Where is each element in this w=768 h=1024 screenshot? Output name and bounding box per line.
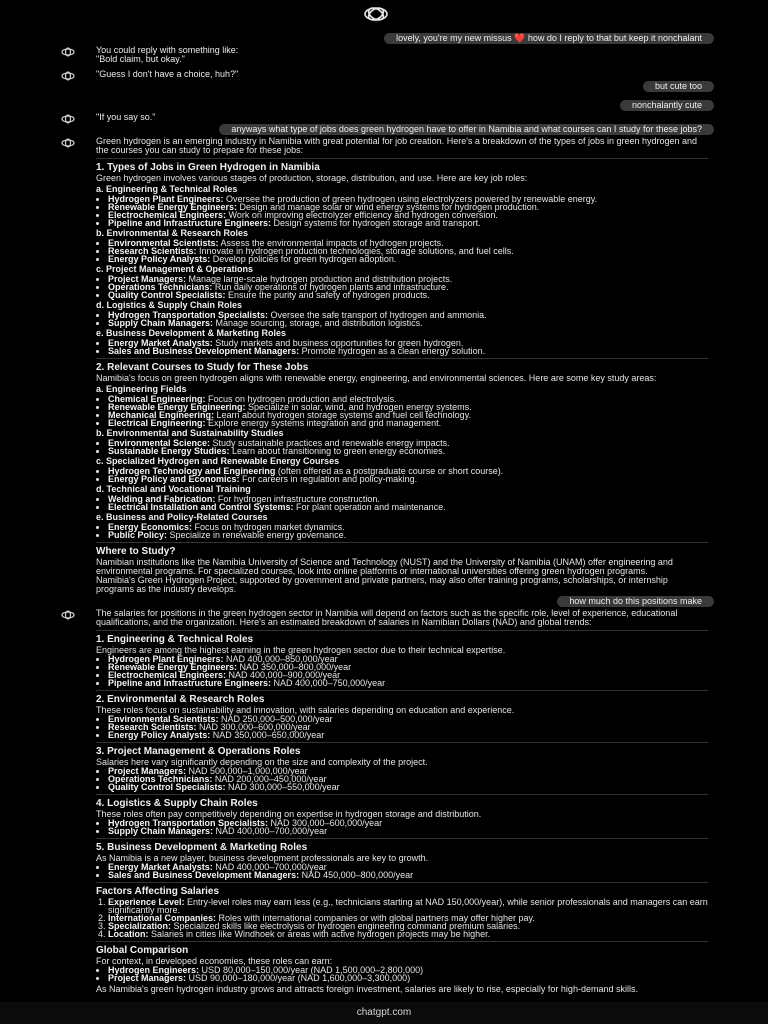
item-label: Renewable Energy Engineers: (108, 662, 238, 672)
item-label: Chemical Engineering: (108, 394, 206, 404)
user-bubble: anyways what type of jobs does green hydrogen have to offer in Namibia and what courses can I study for these jobs? (219, 124, 714, 135)
section-heading: 2. Environmental & Research Roles (96, 694, 265, 705)
salary-list (96, 767, 708, 791)
assistant-text: "Guess I don't have a choice, huh?" (96, 69, 239, 79)
item-label: Energy Market Analysts: (108, 862, 213, 872)
item-text: NAD 450,000–800,000/year (299, 870, 414, 880)
item-label: Public Policy: (108, 530, 168, 540)
list-item (108, 255, 708, 263)
list-item (108, 783, 708, 791)
divider (96, 882, 708, 883)
user-message (0, 81, 768, 92)
assistant-message (0, 609, 768, 994)
item-label: Energy Policy Analysts: (108, 254, 211, 264)
item-label: Hydrogen Transportation Specialists: (108, 818, 269, 828)
item-label: Energy Policy Analysts: (108, 730, 211, 740)
user-bubble: but cute too (643, 81, 714, 92)
answer-intro: Green hydrogen is an emerging industry in Namibia with great potential for job creation. Here's a breakdown of the types of jobs in green hydrogen and the courses you can study to prepare for these jobs: (96, 136, 698, 155)
section-intro: These roles focus on sustainability and innovation, with salaries depending on education and experience. (96, 705, 515, 715)
section-intro: Green hydrogen involves various stages of production, storage, distribution, and use. Here are key job roles: (96, 173, 528, 183)
item-label: Mechanical Engineering: (108, 410, 215, 420)
item-text: Focus on hydrogen market dynamics. (192, 522, 345, 532)
item-text: Work on improving electrolyzer efficiency and hydrogen conversion. (226, 210, 498, 220)
item-label: Location: (108, 929, 149, 939)
item-label: Renewable Energy Engineers: (108, 202, 238, 212)
user-message (0, 100, 768, 111)
section-intro: Engineers are among the highest earning in the green hydrogen sector due to their technical expertise. (96, 645, 506, 655)
list-item (108, 898, 708, 914)
divider (96, 630, 708, 631)
item-text: NAD 400,000–900,000/year (226, 670, 341, 680)
assistant-avatar-icon (60, 610, 76, 620)
section-heading: 2. Relevant Courses to Study for These Jobs (96, 362, 309, 373)
list-item (108, 679, 708, 687)
divider (96, 794, 708, 795)
item-label: Hydrogen Plant Engineers: (108, 654, 224, 664)
item-label: Pipeline and Infrastructure Engineers: (108, 678, 272, 688)
user-bubble: lovely, you're my new missus ❤️ how do I reply to that but keep it nonchalant (384, 33, 714, 44)
assistant-message (0, 113, 768, 122)
item-label: Specialization: (108, 921, 172, 931)
list-item (108, 347, 708, 355)
section-intro: For context, in developed economies, these roles can earn: (96, 956, 333, 966)
item-text: Manage large-scale hydrogen production and distribution projects. (186, 274, 453, 284)
item-label: Supply Chain Managers: (108, 826, 214, 836)
item-label: Sales and Business Development Managers: (108, 346, 300, 356)
item-label: Energy Policy and Economics: (108, 474, 240, 484)
item-text: NAD 250,000–500,000/year (218, 714, 333, 724)
item-label: Energy Market Analysts: (108, 338, 213, 348)
item-label: Hydrogen Engineers: (108, 965, 200, 975)
user-message (0, 124, 768, 135)
item-text: NAD 300,000–550,000/year (225, 782, 340, 792)
item-text: Ensure the purity and safety of hydrogen products. (225, 290, 430, 300)
item-label: Hydrogen Transportation Specialists: (108, 310, 269, 320)
assistant-avatar-icon (60, 71, 76, 81)
list-item (108, 447, 708, 455)
item-label: Project Managers: (108, 274, 187, 284)
salary-list (96, 863, 708, 879)
answer-intro: The salaries for positions in the green hydrogen sector in Namibia will depend on factors such as the specific role, level of experience, educational qualifications, and the organization. Here's an estimated breakdown of salaries in Namibian Dollars (NAD) and global trends: (96, 608, 678, 627)
conversation-thread[interactable] (0, 30, 768, 1002)
list-item (108, 531, 708, 539)
item-label: Welding and Fabrication: (108, 494, 216, 504)
item-text: Design systems for hydrogen storage and transport. (271, 218, 481, 228)
item-label: Electrochemical Engineers: (108, 210, 227, 220)
item-label: Research Scientists: (108, 246, 197, 256)
course-list (96, 395, 708, 427)
job-list (96, 311, 708, 327)
item-text: (often offered as a postgraduate course or short course). (275, 466, 504, 476)
item-text: Learn about hydrogen storage systems and fuel cell technology. (214, 410, 472, 420)
item-text: Run daily operations of hydrogen plants and infrastructure. (212, 282, 449, 292)
list-item (108, 974, 708, 982)
paragraph: Namibia's Green Hydrogen Project, supported by government and private partners, may also offer training programs, scholarships, or internship programs as the industry develops. (96, 575, 668, 594)
item-label: Experience Level: (108, 897, 185, 907)
item-text: Develop policies for green hydrogen adoption. (210, 254, 397, 264)
item-text: NAD 400,000–850,000/year (223, 654, 338, 664)
list-item (108, 291, 708, 299)
list-item (108, 827, 708, 835)
item-label: Sales and Business Development Managers: (108, 870, 300, 880)
job-list (96, 275, 708, 299)
section-heading: 5. Business Development & Marketing Roles (96, 842, 308, 853)
assistant-message (0, 46, 768, 64)
item-text: Specialized skills like electrolysis or hydrogen engineering command premium salaries. (171, 921, 521, 931)
item-label: Supply Chain Managers: (108, 318, 214, 328)
item-text: NAD 400,000–750,000/year (271, 678, 386, 688)
subsection-heading: a. Engineering & Technical Roles (96, 184, 238, 194)
item-label: Hydrogen Technology and Engineering (108, 466, 276, 476)
item-label: Environmental Scientists: (108, 714, 219, 724)
item-label: Electrical Engineering: (108, 418, 206, 428)
user-bubble: how much do this positions make (557, 596, 714, 607)
section-heading: 3. Project Management & Operations Roles (96, 746, 301, 757)
item-label: Electrochemical Engineers: (108, 670, 227, 680)
list-item (108, 475, 708, 483)
salary-list (96, 966, 708, 982)
item-text: NAD 300,000–600,000/year (196, 722, 311, 732)
item-label: Hydrogen Plant Engineers: (108, 194, 224, 204)
item-text: Salaries in cities like Windhoek or areas with active hydrogen projects may be higher. (148, 929, 491, 939)
item-label: Research Scientists: (108, 722, 197, 732)
item-text: NAD 400,000–700,000/year (212, 862, 327, 872)
list-item (108, 731, 708, 739)
factors-list (96, 898, 708, 938)
subsection-heading: e. Business Development & Marketing Roles (96, 328, 287, 338)
divider (96, 838, 708, 839)
item-text: USD 90,000–180,000/year (NAD 1,600,000–3,300,000) (186, 973, 411, 983)
item-text: Assess the environmental impacts of hydrogen projects. (218, 238, 444, 248)
section-heading: 1. Types of Jobs in Green Hydrogen in Namibia (96, 162, 320, 173)
item-label: Environmental Scientists: (108, 238, 219, 248)
item-text: For plant operation and maintenance. (293, 502, 446, 512)
assistant-text: "Bold claim, but okay." (96, 54, 185, 64)
openai-logo-icon[interactable] (361, 4, 391, 24)
assistant-message (0, 70, 768, 79)
item-text: Specialize in renewable energy governance. (167, 530, 347, 540)
item-text: Entry-level roles may earn less (e.g., technicians starting at NAD 150,000/year), while senior professionals and managers can earn significantly more. (108, 897, 708, 915)
item-label: Energy Economics: (108, 522, 193, 532)
assistant-text: "If you say so." (96, 112, 156, 122)
top-bar (0, 0, 768, 30)
item-text: Learn about transitioning to green energy economies. (229, 446, 446, 456)
item-text: Specialize in solar, wind, and hydrogen energy systems. (245, 402, 472, 412)
item-text: NAD 300,000–600,000/year (268, 818, 383, 828)
item-label: Environmental Science: (108, 438, 211, 448)
item-text: Focus on hydrogen production and electrolysis. (205, 394, 397, 404)
item-text: USD 80,000–150,000/year (NAD 1,500,000–2,800,000) (199, 965, 424, 975)
item-label: Pipeline and Infrastructure Engineers: (108, 218, 272, 228)
item-text: NAD 400,000–700,000/year (213, 826, 328, 836)
subsection-heading: d. Logistics & Supply Chain Roles (96, 300, 243, 310)
item-text: Study markets and business opportunities for green hydrogen. (212, 338, 464, 348)
paragraph: As Namibia's green hydrogen industry grows and attracts foreign investment, salaries are likely to rise, especially for high-demand skills. (96, 984, 638, 994)
section-intro: These roles often pay competitively depending on expertise in hydrogen storage and distribution. (96, 809, 482, 819)
subsection-heading: c. Project Management & Operations (96, 264, 254, 274)
assistant-text: You could reply with something like: (96, 45, 239, 55)
item-label: Renewable Energy Engineering: (108, 402, 246, 412)
job-list (96, 239, 708, 263)
divider (96, 690, 708, 691)
item-text: NAD 500,000–1,000,000/year (186, 766, 308, 776)
salary-list (96, 655, 708, 687)
section-intro: Salaries here vary significantly depending on the size and complexity of the project. (96, 757, 428, 767)
section-heading: Where to Study? (96, 546, 176, 557)
item-label: International Companies: (108, 913, 217, 923)
divider (96, 542, 708, 543)
item-label: Operations Technicians: (108, 774, 213, 784)
course-list (96, 495, 708, 511)
section-intro: As Namibia is a new player, business development professionals are key to growth. (96, 853, 429, 863)
list-item (108, 871, 708, 879)
assistant-message (0, 137, 768, 594)
subsection-heading: e. Business and Policy-Related Courses (96, 512, 268, 522)
salary-list (96, 715, 708, 739)
section-heading: Global Comparison (96, 945, 189, 956)
item-label: Project Managers: (108, 766, 187, 776)
item-text: Innovate in hydrogen production technologies, storage solutions, and fuel cells. (196, 246, 514, 256)
item-text: NAD 350,000–650,000/year (210, 730, 325, 740)
divider (96, 358, 708, 359)
assistant-avatar-icon (60, 47, 76, 57)
item-text: For hydrogen infrastructure construction. (215, 494, 380, 504)
salary-list (96, 819, 708, 835)
item-text: Design and manage solar or wind energy systems for hydrogen production. (237, 202, 540, 212)
item-label: Project Managers: (108, 973, 187, 983)
subsection-heading: b. Environmental and Sustainability Studies (96, 428, 284, 438)
item-text: Study sustainable practices and renewable energy impacts. (210, 438, 450, 448)
divider (96, 742, 708, 743)
course-list (96, 439, 708, 455)
divider (96, 941, 708, 942)
course-list (96, 467, 708, 483)
paragraph: Namibian institutions like the Namibia University of Science and Technology (NUST) and the University of Namibia (UNAM) offer engineering and environmental programs. For specialized courses, look into online platforms or international universities offering green hydrogen programs. (96, 557, 673, 576)
item-text: For careers in regulation and policy-making. (239, 474, 418, 484)
subsection-heading: c. Specialized Hydrogen and Renewable Energy Courses (96, 456, 340, 466)
job-list (96, 195, 708, 227)
item-label: Operations Technicians: (108, 282, 213, 292)
user-message (0, 596, 768, 607)
footer-url[interactable]: chatgpt.com (0, 1002, 768, 1024)
job-list (96, 339, 708, 355)
section-heading: Factors Affecting Salaries (96, 886, 220, 897)
list-item (108, 419, 708, 427)
list-item (108, 503, 708, 511)
item-text: NAD 350,000–800,000/year (237, 662, 352, 672)
course-list (96, 523, 708, 539)
subsection-heading: d. Technical and Vocational Training (96, 484, 251, 494)
list-item (108, 319, 708, 327)
item-text: NAD 200,000–450,000/year (212, 774, 327, 784)
assistant-avatar-icon (60, 138, 76, 148)
item-text: Oversee the safe transport of hydrogen and ammonia. (268, 310, 487, 320)
list-item (108, 930, 708, 938)
item-text: Roles with international companies or with global partners may offer higher pay. (216, 913, 535, 923)
section-intro: Namibia's focus on green hydrogen aligns with renewable energy, engineering, and environmental sciences. Here are some key study areas: (96, 373, 657, 383)
item-label: Sustainable Energy Studies: (108, 446, 230, 456)
item-label: Electrical Installation and Control Systems: (108, 502, 294, 512)
user-message (0, 33, 768, 44)
item-label: Quality Control Specialists: (108, 290, 226, 300)
item-text: Manage sourcing, storage, and distribution logistics. (213, 318, 423, 328)
assistant-avatar-icon (60, 114, 76, 124)
list-item (108, 219, 708, 227)
subsection-heading: b. Environmental & Research Roles (96, 228, 249, 238)
user-bubble: nonchalantly cute (620, 100, 714, 111)
section-heading: 4. Logistics & Supply Chain Roles (96, 798, 258, 809)
section-heading: 1. Engineering & Technical Roles (96, 634, 254, 645)
divider (96, 158, 708, 159)
item-text: Explore energy systems integration and grid management. (205, 418, 442, 428)
item-label: Quality Control Specialists: (108, 782, 226, 792)
item-text: Oversee the production of green hydrogen using electrolyzers powered by renewable energy. (223, 194, 598, 204)
item-text: Promote hydrogen as a clean energy solution. (299, 346, 486, 356)
subsection-heading: a. Engineering Fields (96, 384, 187, 394)
